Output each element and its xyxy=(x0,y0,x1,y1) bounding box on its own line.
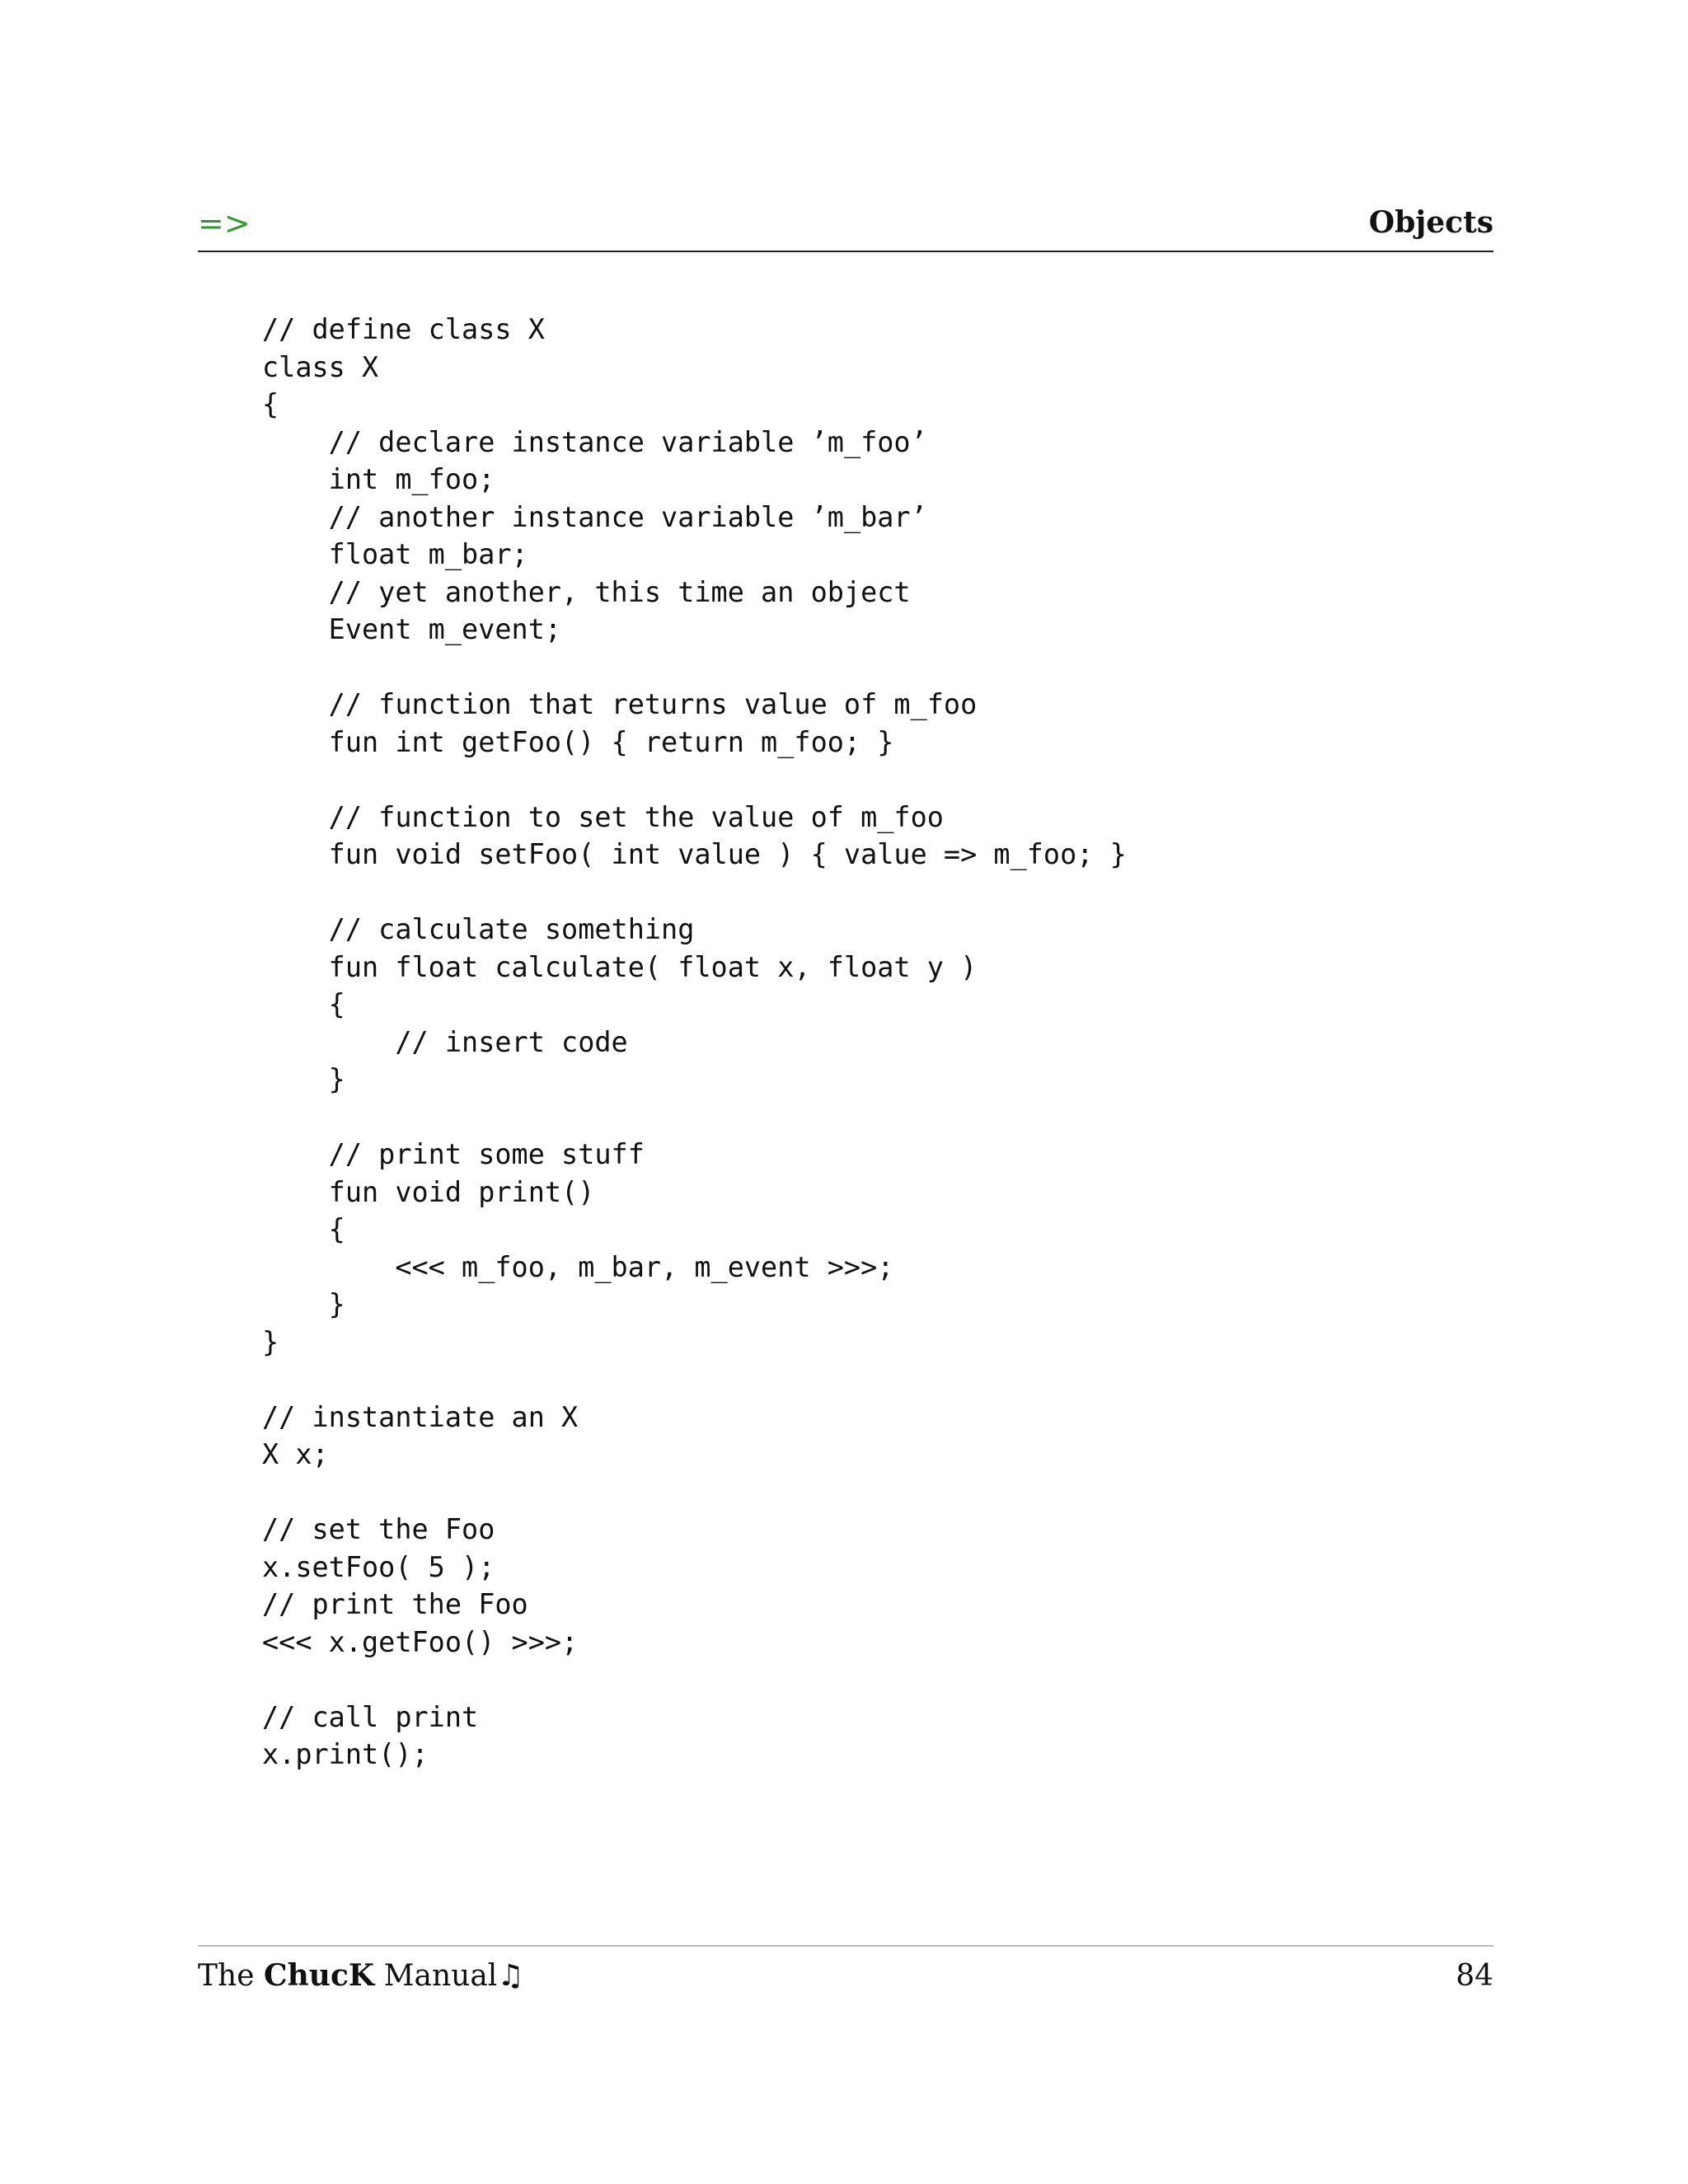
code-line: fun float calculate( float x, float y ) xyxy=(262,950,978,983)
code-line: X x; xyxy=(262,1438,329,1470)
code-line: float m_bar; xyxy=(262,538,528,570)
code-line: } xyxy=(262,1063,345,1095)
code-line: // define class X xyxy=(262,313,545,345)
code-line: // print the Foo xyxy=(262,1588,528,1620)
code-line: class X xyxy=(262,350,379,383)
code-line: fun void print() xyxy=(262,1175,595,1208)
code-line: { xyxy=(262,388,279,420)
code-line xyxy=(262,649,1127,687)
code-line: x.print(); xyxy=(262,1738,429,1770)
code-line: fun void setFoo( int value ) { value => m_foo; } xyxy=(262,838,1127,870)
page-number: 84 xyxy=(1456,1959,1493,1993)
chuck-arrow-logo: => xyxy=(198,205,251,241)
code-line: // call print xyxy=(262,1700,479,1733)
code-line xyxy=(262,1099,1127,1137)
code-line xyxy=(262,1361,1127,1399)
code-line: } xyxy=(262,1288,345,1320)
code-line: Event m_event; xyxy=(262,613,562,645)
code-line xyxy=(262,1474,1127,1511)
code-line: int m_foo; xyxy=(262,463,495,495)
footer-the: The xyxy=(198,1959,255,1993)
code-line: // calculate something xyxy=(262,913,695,945)
manual-title xyxy=(198,1958,524,1994)
page-footer xyxy=(198,1945,1493,1993)
code-line: <<< x.getFoo() >>>; xyxy=(262,1625,579,1658)
code-line: fun int getFoo() { return m_foo; } xyxy=(262,725,894,758)
code-line: // print some stuff xyxy=(262,1138,645,1170)
code-line: // another instance variable ’m_bar’ xyxy=(262,500,927,533)
code-line: // instantiate an X xyxy=(262,1400,579,1433)
code-line: // function that returns value of m_foo xyxy=(262,688,978,720)
code-line: // set the Foo xyxy=(262,1513,495,1545)
footer-brand: ChucK xyxy=(263,1958,375,1993)
page-header xyxy=(198,204,1493,252)
code-line: // yet another, this time an object xyxy=(262,575,911,608)
code-line: } xyxy=(262,1325,279,1358)
code-line: // declare instance variable ’m_foo’ xyxy=(262,425,927,458)
code-line: <<< m_foo, m_bar, m_event >>>; xyxy=(262,1250,894,1283)
code-line: { xyxy=(262,988,345,1020)
code-line: { xyxy=(262,1213,345,1245)
code-line xyxy=(262,874,1127,912)
code-line xyxy=(262,761,1127,799)
footer-manual: Manual xyxy=(383,1959,498,1993)
code-line xyxy=(262,1661,1127,1699)
code-line: // function to set the value of m_foo xyxy=(262,800,944,833)
code-line: // insert code xyxy=(262,1025,628,1058)
code-line: x.setFoo( 5 ); xyxy=(262,1550,495,1583)
section-title: Objects xyxy=(1368,205,1493,240)
music-note-icon: ♫ xyxy=(497,1959,524,1993)
code-listing xyxy=(262,311,1127,1774)
